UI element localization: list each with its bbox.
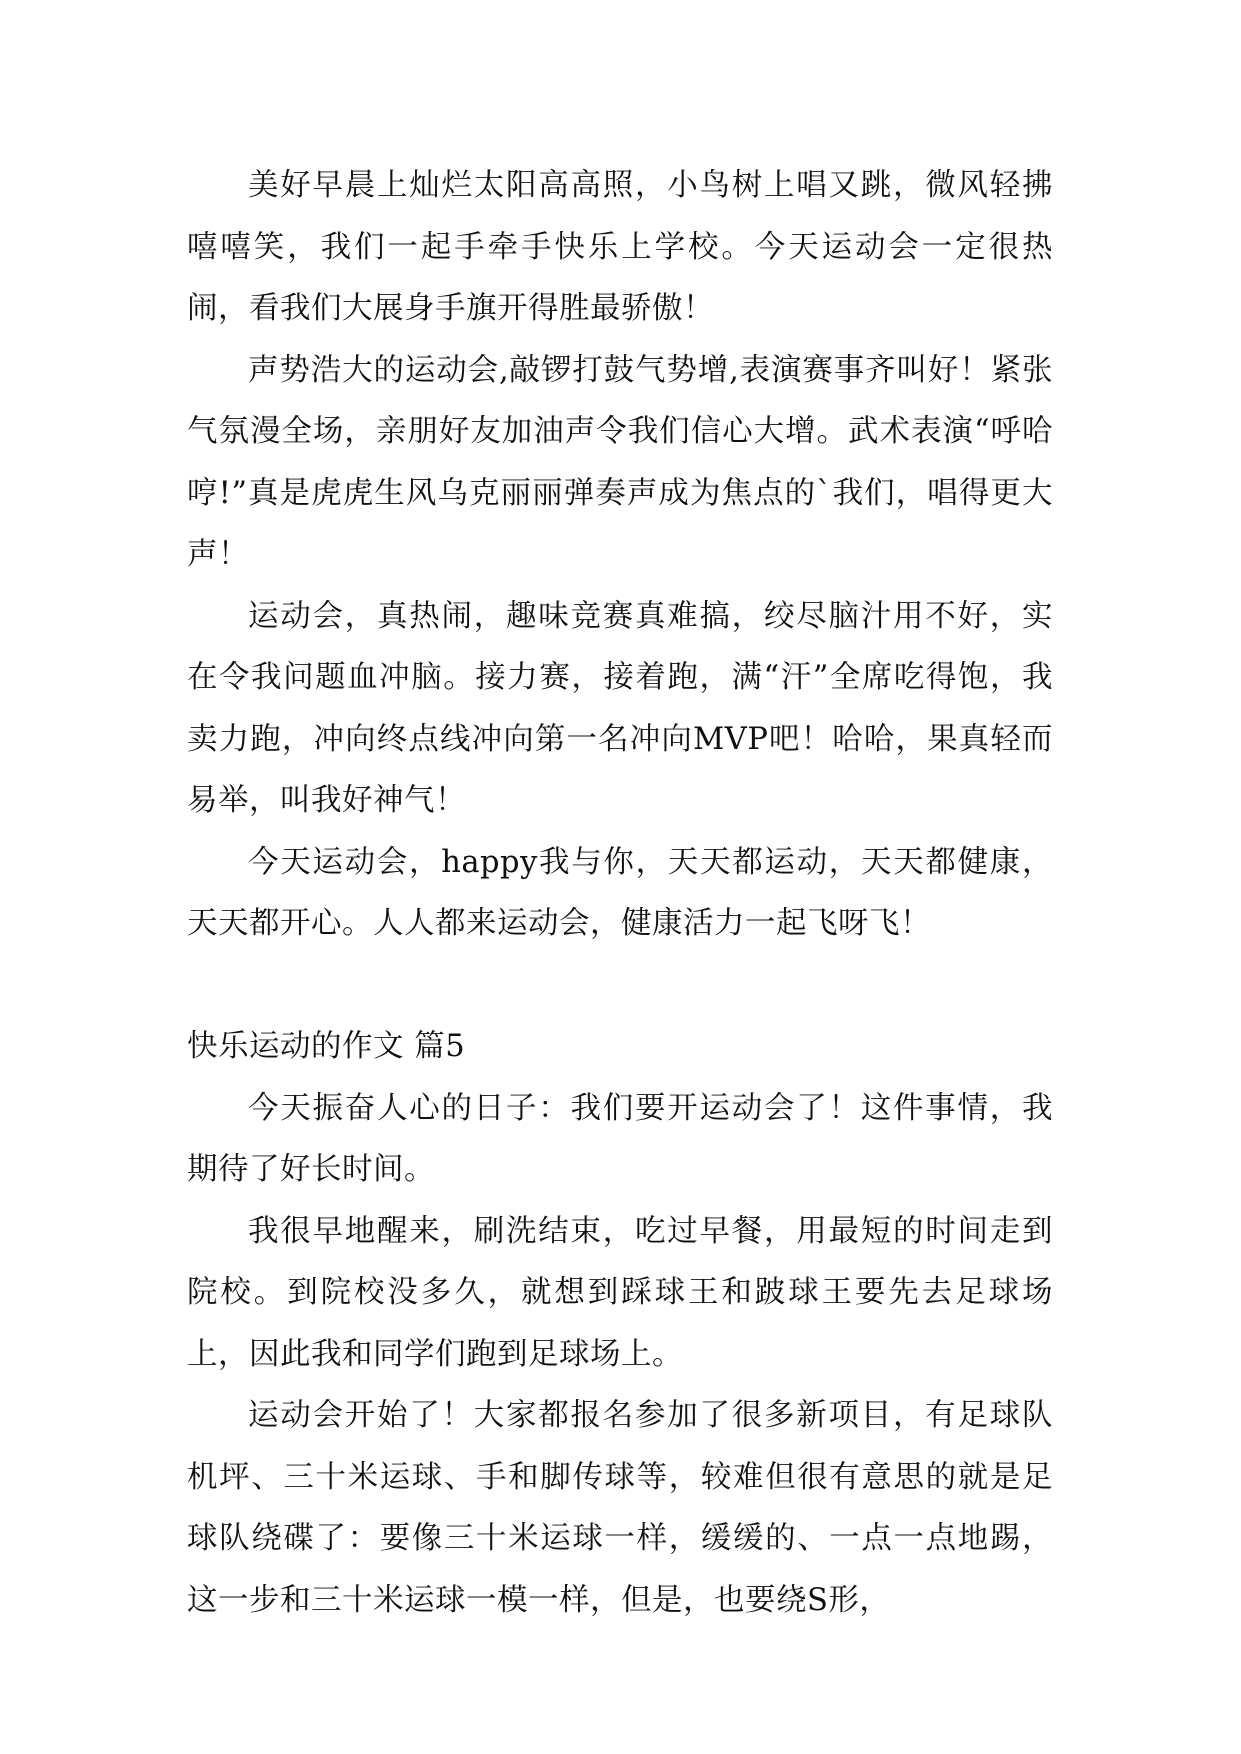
paragraph: 运动会，真热闹，趣味竞赛真难搞，绞尽脑汁用不好，实在令我问题血冲脑。接力赛，接着跑，满“汗”全席吃得饱，我卖力跑，冲向终点线冲向第一名冲向MVP吧！哈哈，果真轻而易举，叫我好神气！ (187, 598, 1053, 818)
document-page (187, 155, 1053, 1631)
paragraph: 今天振奋人心的日子：我们要开运动会了！这件事情，我期待了好长时间。 (187, 1090, 1053, 1187)
paragraph: 声势浩大的运动会,敲锣打鼓气势增,表演赛事齐叫好！紧张气氛漫全场，亲朋好友加油声令我们信心大增。武术表演“呼哈哼!”真是虎虎生风乌克丽丽弹奏声成为焦点的`我们，唱得更大声！ (187, 352, 1053, 572)
section-heading: 快乐运动的作文 篇5 (187, 1029, 466, 1064)
paragraph: 我很早地醒来，刷洗结束，吃过早餐，用最短的时间走到院校。到院校没多久，就想到踩球王和跛球王要先去足球场上，因此我和同学们跑到足球场上。 (187, 1213, 1053, 1372)
section-spacer (187, 955, 1053, 1017)
paragraph: 运动会开始了！大家都报名参加了很多新项目，有足球队机坪、三十米运球、手和脚传球等，较难但很有意思的就是足球队绕碟了：要像三十米运球一样，缓缓的、一点一点地踢，这一步和三十米运球一模一样，但是，也要绕S形， (187, 1398, 1053, 1618)
paragraph: 今天运动会，happy我与你，天天都运动，天天都健康，天天都开心。人人都来运动会，健康活力一起飞呀飞！ (187, 844, 1053, 941)
paragraph: 美好早晨上灿烂太阳高高照，小鸟树上唱又跳，微风轻拂嘻嘻笑，我们一起手牵手快乐上学校。今天运动会一定很热闹，看我们大展身手旗开得胜最骄傲！ (187, 168, 1053, 326)
